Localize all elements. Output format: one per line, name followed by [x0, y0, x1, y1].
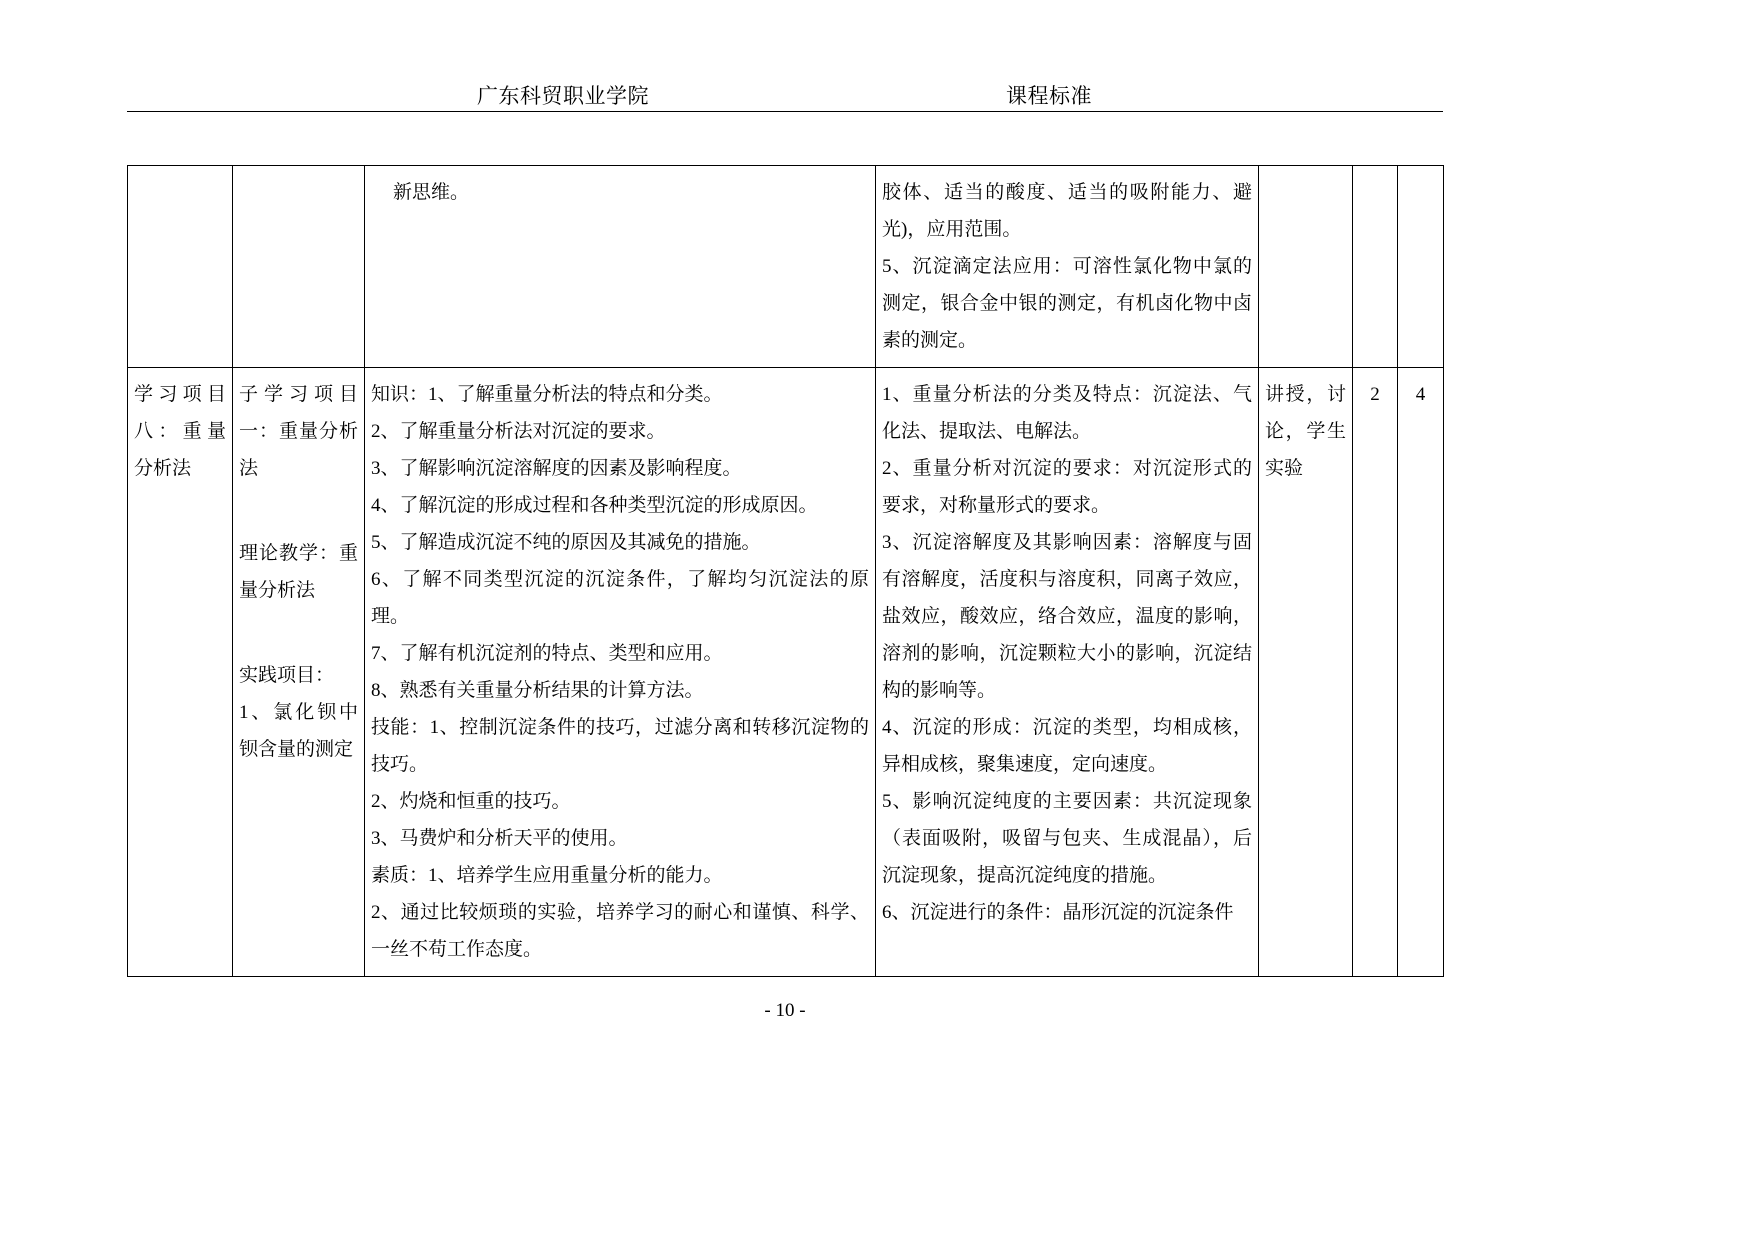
- cell-method-empty: [1259, 166, 1353, 368]
- objective-item: 3、马费炉和分析天平的使用。: [371, 828, 628, 849]
- objective-item: 4、了解沉淀的形成过程和各种类型沉淀的形成原因。: [371, 495, 818, 516]
- objective-item: 6、了解不同类型沉淀的沉淀条件，了解均匀沉淀法的原理。: [371, 569, 869, 627]
- table-row-continued: [128, 166, 1444, 368]
- cell-theory-hours-empty: [1353, 166, 1398, 368]
- subproject-item: 1、氯化钡中钡含量的测定: [239, 702, 358, 760]
- table-row-project-8: [128, 368, 1444, 977]
- objective-item: 8、熟悉有关重量分析结果的计算方法。: [371, 680, 704, 701]
- objective-item: 知识：1、了解重量分析法的特点和分类。: [371, 384, 723, 405]
- objective-item: 2、通过比较烦琐的实验，培养学习的耐心和谨慎、科学、一丝不苟工作态度。: [371, 902, 869, 960]
- paragraph: 5、沉淀滴定法应用：可溶性氯化物中氯的测定，银合金中银的测定，有机卤化物中卤素的测定。: [882, 256, 1252, 351]
- objective-item: 技能：1、控制沉淀条件的技巧，过滤分离和转移沉淀物的技巧。: [371, 717, 869, 775]
- theory-hours: 2: [1370, 384, 1380, 405]
- practice-hours: 4: [1415, 384, 1426, 405]
- project-title: 学习项目八：重量分析法: [134, 384, 226, 479]
- course-standard-table: [127, 165, 1444, 977]
- objective-item: 素质：1、培养学生应用重量分析的能力。: [371, 865, 723, 886]
- header-rule: [127, 111, 1443, 112]
- cell-content-continued: [876, 166, 1259, 368]
- cell-content: [876, 368, 1259, 977]
- cell-subproject-empty: [233, 166, 365, 368]
- objective-item: 7、了解有机沉淀剂的特点、类型和应用。: [371, 643, 723, 664]
- cell-teaching-method: [1259, 368, 1353, 977]
- cell-project: [128, 368, 233, 977]
- objective-item: 2、了解重量分析法对沉淀的要求。: [371, 421, 666, 442]
- content-item: 2、重量分析对沉淀的要求：对沉淀形式的要求，对称量形式的要求。: [882, 458, 1252, 516]
- subproject-item: 子学习项目一：重量分析法: [239, 384, 358, 479]
- header-school-name: 广东科贸职业学院: [477, 84, 649, 108]
- content-item: 1、重量分析法的分类及特点：沉淀法、气化法、提取法、电解法。: [882, 384, 1252, 442]
- cell-theory-hours: [1353, 368, 1398, 977]
- cell-subproject: [233, 368, 365, 977]
- cell-objectives: [365, 368, 876, 977]
- cell-objectives-continued: [365, 166, 876, 368]
- objective-item: 3、了解影响沉淀溶解度的因素及影响程度。: [371, 458, 742, 479]
- teaching-method: 讲授，讨论，学生实验: [1265, 384, 1346, 479]
- cell-project-empty: [128, 166, 233, 368]
- objective-item: 2、灼烧和恒重的技巧。: [371, 791, 571, 812]
- subproject-item: 理论教学：重量分析法: [239, 543, 358, 601]
- cell-practice-hours-empty: [1398, 166, 1444, 368]
- paragraph: 新思维。: [393, 182, 470, 203]
- paragraph: 胶体、适当的酸度、适当的吸附能力、避光)，应用范围。: [882, 182, 1252, 240]
- content-item: 5、影响沉淀纯度的主要因素：共沉淀现象（表面吸附，吸留与包夹、生成混晶），后沉淀现象，提高沉淀纯度的措施。: [882, 791, 1252, 886]
- content-item: 4、沉淀的形成：沉淀的类型，均相成核，异相成核，聚集速度，定向速度。: [882, 717, 1252, 775]
- header-doc-type: 课程标准: [1006, 84, 1092, 108]
- objective-item: 5、了解造成沉淀不纯的原因及其减免的措施。: [371, 532, 761, 553]
- page-number: - 10 -: [764, 1000, 806, 1021]
- content-item: 6、沉淀进行的条件：晶形沉淀的沉淀条件: [882, 902, 1234, 923]
- cell-practice-hours: [1398, 368, 1444, 977]
- content-item: 3、沉淀溶解度及其影响因素：溶解度与固有溶解度，活度积与溶度积，同离子效应，盐效应，酸效应，络合效应，温度的影响，溶剂的影响，沉淀颗粒大小的影响，沉淀结构的影响等。: [882, 532, 1252, 701]
- subproject-item: 实践项目：: [239, 665, 335, 686]
